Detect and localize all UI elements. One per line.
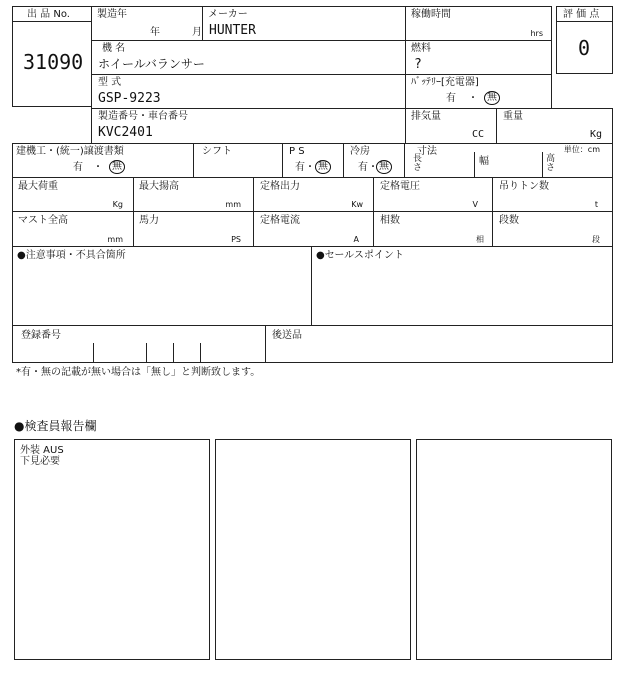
ps-cell bbox=[282, 143, 344, 178]
sales-label: ●セールスポイント bbox=[316, 250, 404, 261]
weight-label: 重量 bbox=[503, 111, 523, 122]
year-label: 製造年 bbox=[97, 9, 127, 20]
registration-divider-3 bbox=[173, 343, 174, 363]
rating-value-cell bbox=[556, 21, 613, 74]
hours-cell bbox=[405, 6, 552, 41]
max-load-unit: Kg bbox=[112, 200, 123, 209]
maker-value: HUNTER bbox=[209, 23, 256, 38]
serial-label: 製造番号・車台番号 bbox=[98, 111, 188, 122]
dims-unit-note: 単位：cm bbox=[563, 145, 600, 154]
registration-divider-2 bbox=[146, 343, 147, 363]
model-cell bbox=[91, 74, 406, 109]
lift-tons-label: 吊りトン数 bbox=[499, 181, 549, 192]
rated-current-unit: A bbox=[353, 235, 359, 244]
shipping-area[interactable] bbox=[265, 325, 613, 363]
mast-height-cell bbox=[12, 211, 134, 247]
construction-dot: ・ bbox=[93, 162, 103, 173]
inspector-box-1[interactable] bbox=[14, 439, 210, 660]
notes-area[interactable] bbox=[12, 246, 312, 326]
lift-tons-unit: t bbox=[594, 200, 598, 209]
aircon-yes: 有 bbox=[358, 162, 368, 173]
rated-voltage-label: 定格電圧 bbox=[380, 181, 420, 192]
sales-area[interactable] bbox=[311, 246, 613, 326]
stages-label: 段数 bbox=[499, 215, 519, 226]
machine-cell bbox=[91, 40, 406, 75]
inspector-box-3[interactable] bbox=[416, 439, 612, 660]
dims-length: 長 さ bbox=[413, 154, 423, 173]
maker-label: メーカー bbox=[208, 9, 248, 20]
fuel-cell bbox=[405, 40, 552, 75]
lot-number-cell bbox=[12, 21, 92, 107]
inspector-heading: ●検査員報告欄 bbox=[14, 419, 97, 433]
weight-cell bbox=[496, 108, 613, 144]
registration-divider-1 bbox=[93, 343, 94, 363]
aircon-label: 冷房 bbox=[350, 146, 370, 157]
rated-current-label: 定格電流 bbox=[260, 215, 300, 226]
construction-cell bbox=[12, 143, 194, 178]
phases-unit: 相 bbox=[476, 235, 484, 244]
stages-unit: 段 bbox=[592, 235, 600, 244]
rated-output-cell bbox=[253, 177, 374, 212]
registration-divider-4 bbox=[200, 343, 201, 363]
inspector-line-1: 外装 AUS bbox=[20, 445, 64, 456]
shipping-label: 後送品 bbox=[272, 330, 302, 341]
rating-value: 0 bbox=[578, 36, 591, 60]
inspector-box-2[interactable] bbox=[215, 439, 411, 660]
aircon-cell bbox=[343, 143, 405, 178]
max-load-label: 最大荷重 bbox=[18, 181, 58, 192]
phases-label: 相数 bbox=[380, 215, 400, 226]
ps-no-circled: 無 bbox=[315, 160, 331, 174]
rating-label-cell bbox=[556, 6, 613, 22]
displacement-cell bbox=[405, 108, 497, 144]
aircon-dot: ・ bbox=[368, 162, 378, 173]
footnote: *有・無の記載が無い場合は「無し」と判断致します。 bbox=[16, 367, 261, 378]
shift-label: シフト bbox=[202, 146, 232, 157]
lot-label-cell bbox=[12, 6, 92, 22]
model-label: 型 式 bbox=[98, 77, 122, 88]
displacement-label: 排気量 bbox=[411, 111, 441, 122]
weight-unit: Kg bbox=[589, 129, 602, 140]
stages-cell bbox=[492, 211, 613, 247]
phases-cell bbox=[373, 211, 493, 247]
model-value: GSP-9223 bbox=[98, 91, 161, 106]
mast-height-unit: mm bbox=[107, 235, 123, 244]
rated-voltage-cell bbox=[373, 177, 493, 212]
construction-yes: 有 bbox=[73, 162, 83, 173]
machine-label: 機 名 bbox=[102, 43, 126, 54]
fuel-label: 燃料 bbox=[411, 43, 431, 54]
horsepower-label: 馬力 bbox=[139, 215, 159, 226]
construction-label: 建機工・(統一)譲渡書類 bbox=[16, 146, 124, 157]
dims-width: 幅 bbox=[479, 156, 489, 167]
rated-output-unit: Kw bbox=[351, 200, 363, 209]
max-lift-unit: mm bbox=[225, 200, 241, 209]
serial-value: KVC2401 bbox=[98, 125, 153, 140]
aircon-no-circled: 無 bbox=[376, 160, 392, 174]
max-load-cell bbox=[12, 177, 134, 212]
dims-cell bbox=[404, 143, 613, 178]
dims-divider-1 bbox=[474, 152, 475, 178]
year-tsuki: 月 bbox=[192, 27, 202, 38]
dims-height: 高 さ bbox=[546, 154, 556, 173]
mast-height-label: マスト全高 bbox=[18, 215, 68, 226]
rated-voltage-unit: V bbox=[472, 200, 478, 209]
inspector-line-2: 下見必要 bbox=[20, 456, 60, 467]
horsepower-cell bbox=[133, 211, 254, 247]
fuel-value: ? bbox=[414, 57, 422, 72]
battery-dot: ・ bbox=[468, 93, 478, 104]
year-cell bbox=[91, 6, 203, 41]
dims-divider-2 bbox=[542, 152, 543, 178]
max-lift-cell bbox=[133, 177, 254, 212]
lot-number: 31090 bbox=[23, 50, 84, 74]
battery-no-circled: 無 bbox=[484, 91, 500, 105]
shift-cell bbox=[193, 143, 283, 178]
rated-current-cell bbox=[253, 211, 374, 247]
ps-yes: 有 bbox=[295, 162, 305, 173]
registration-area[interactable] bbox=[12, 325, 266, 363]
ps-dot: ・ bbox=[305, 162, 315, 173]
serial-cell bbox=[91, 108, 406, 144]
rating-label: 評 価 点 bbox=[563, 9, 600, 20]
lot-label: 出 品 No. bbox=[27, 9, 70, 20]
battery-label: ﾊﾞｯﾃﾘｰ[充電器] bbox=[411, 77, 479, 88]
max-lift-label: 最大揚高 bbox=[139, 181, 179, 192]
battery-cell bbox=[405, 74, 552, 109]
year-nen: 年 bbox=[150, 27, 160, 38]
machine-value: ホイールバランサー bbox=[98, 57, 205, 71]
notes-label: ●注意事項・不具合箇所 bbox=[17, 250, 126, 261]
horsepower-unit: PS bbox=[231, 235, 241, 244]
registration-label: 登録番号 bbox=[21, 330, 61, 341]
dims-label: 寸法 bbox=[417, 146, 437, 157]
hours-unit: hrs bbox=[530, 29, 543, 38]
construction-no-circled: 無 bbox=[109, 160, 125, 174]
lift-tons-cell bbox=[492, 177, 613, 212]
ps-label: P S bbox=[289, 146, 305, 157]
rated-output-label: 定格出力 bbox=[260, 181, 300, 192]
maker-cell bbox=[202, 6, 406, 41]
displacement-unit: CC bbox=[471, 129, 484, 140]
hours-label: 稼働時間 bbox=[411, 9, 451, 20]
battery-yes: 有 bbox=[446, 93, 456, 104]
